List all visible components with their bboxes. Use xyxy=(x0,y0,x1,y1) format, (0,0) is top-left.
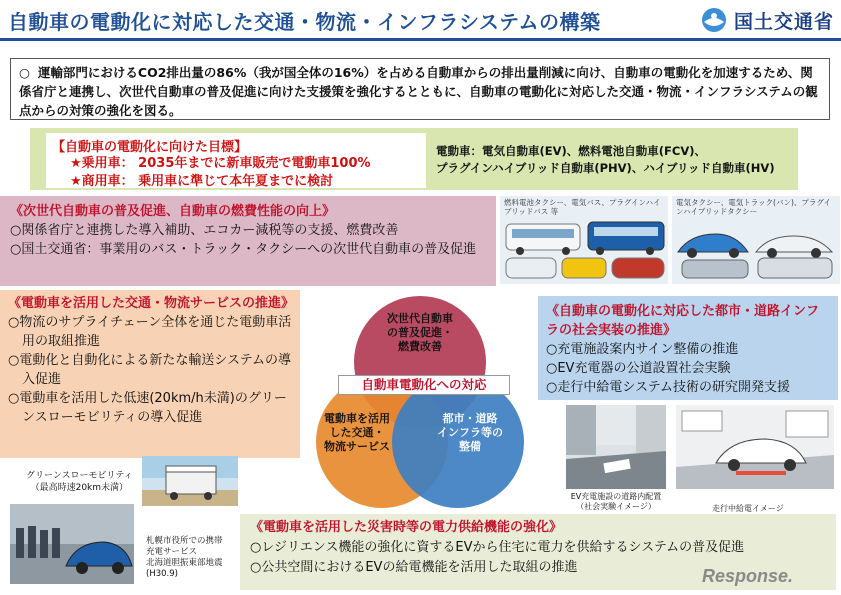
mlit-logo-icon xyxy=(700,6,728,34)
photo-fc-taxi-bus xyxy=(500,196,668,284)
target-box xyxy=(46,133,426,188)
ev-types-line2: プラグインハイブリッド自動車(PHV)、ハイブリッド自動車(HV) xyxy=(436,161,775,175)
venn-top-line1: 次世代自動車 xyxy=(387,312,453,325)
intro-bullet: ○ xyxy=(19,65,30,80)
venn-center-label: 自動車電動化への対応 xyxy=(338,375,510,395)
fcv-power-supply-icon xyxy=(10,504,134,584)
photo-a2-caption: 電気タクシー、電気トラック(バン)、プラグインハイブリッドタクシー xyxy=(676,198,832,216)
page-title: 自動車の電動化に対応した交通・物流・インフラシステムの構築 xyxy=(8,10,601,34)
intro-box xyxy=(10,58,830,120)
section-transport-logistics xyxy=(0,290,300,458)
section-next-gen-vehicles xyxy=(0,196,496,286)
venn-top-line2: の普及促進・ xyxy=(387,326,453,339)
green-mobility-caption-line1: グリーンスローモビリティ xyxy=(26,471,133,481)
street-charger-icon xyxy=(566,405,666,489)
venn-left-label xyxy=(312,412,402,454)
intro-text: 運輸部門におけるCO2排出量の86%（我が国全体の16%）を占める自動車からの排出量削減に向け、自動車の電動化を加速するため、関係省庁と連携し、次世代自動車の普及促進に向けた支援策を強化するとともに、自動車の電動化に対応した交通・物流・インフラシステムの観点からの対策の強化を図る。 xyxy=(19,65,818,118)
bus-vehicles-icon xyxy=(500,218,668,282)
ev-cars-icon xyxy=(672,218,840,282)
section-d-item: ○公共空間におけるEVの給電機能を活用した取組の推進 xyxy=(250,560,578,575)
section-b-title: 《電動車を活用した交通・物流サービスの推進》 xyxy=(8,296,295,311)
section-d-title: 《電動車を活用した災害時等の電力供給機能の強化》 xyxy=(250,520,563,535)
section-a-item: ○関係省庁と連携した導入補助、エコカー減税等の支援、燃費改善 xyxy=(10,223,399,238)
ministry-logo xyxy=(700,6,834,34)
photo-wireless-charging xyxy=(676,405,834,489)
section-urban-infrastructure xyxy=(538,296,838,400)
header-bar xyxy=(0,0,841,42)
golf-cart-icon xyxy=(142,456,238,506)
dynamic-charging-icon xyxy=(676,405,834,489)
ev-charger-caption-line2: （社会実験イメージ） xyxy=(576,502,656,511)
venn-top-line3: 燃費改善 xyxy=(398,340,442,353)
photo-a1-caption: 燃料電池タクシー、電気バス、プラグインハイブリッドバス 等 xyxy=(504,198,661,216)
ev-types-line1: 電動車：電気自動車(EV)、燃料電池自動車(FCV)、 xyxy=(436,144,706,158)
venn-left-line2: した交通・ xyxy=(329,426,385,439)
ev-charger-caption xyxy=(566,492,666,512)
section-c-item: ○EV充電器の公道設置社会実験 xyxy=(546,361,731,376)
sapporo-caption-line3: 北海道胆振東部地震 xyxy=(146,558,223,568)
target-passenger: ★乗用車： 2035年までに新車販売で電動車100% xyxy=(70,156,371,171)
venn-right-line3: 整備 xyxy=(459,440,481,453)
ev-charger-caption-line1: EV充電施設の道路内配置 xyxy=(570,492,662,501)
section-a-title: 《次世代自動車の普及促進、自動車の燃費性能の向上》 xyxy=(10,204,336,219)
section-b-item: ○物流のサプライチェーン全体を通じた電動車活用の取組推進 xyxy=(8,315,292,349)
green-mobility-caption-line2: （最高時速20km未満） xyxy=(30,483,129,493)
photo-ev-charger-road xyxy=(566,405,666,489)
sapporo-caption xyxy=(146,536,223,580)
sapporo-caption-line4: (H30.9) xyxy=(146,569,178,579)
sapporo-caption-line1: 札幌市役所での携帯 xyxy=(146,536,223,546)
venn-left-line1: 電動車を活用 xyxy=(324,412,390,425)
target-commercial: ★商用車： 乗用車に準じて本年夏までに検討 xyxy=(70,174,334,189)
sapporo-caption-line2: 充電サービス xyxy=(146,547,198,557)
section-a-item: ○国土交通省：事業用のバス・トラック・タクシーへの次世代自動車の普及促進 xyxy=(10,242,477,257)
wireless-charging-caption: 走行中給電イメージ xyxy=(712,504,784,513)
photo-sapporo-charging xyxy=(10,504,134,584)
response-watermark: Response. xyxy=(702,566,794,586)
section-c-item: ○充電施設案内サイン整備の推進 xyxy=(546,342,739,357)
venn-left-line3: 物流サービス xyxy=(324,440,390,453)
venn-top-label xyxy=(372,312,468,354)
header-rule xyxy=(0,38,841,41)
section-c-title: 《自動車の電動化に対応した都市・道路インフラの社会実装の推進》 xyxy=(546,304,820,338)
photo-e-taxi-truck xyxy=(672,196,840,284)
section-d-item: ○レジリエンス機能の強化に資するEVから住宅に電力を供給するシステムの普及促進 xyxy=(250,540,745,555)
ministry-name: 国土交通省 xyxy=(734,10,835,33)
venn-right-label xyxy=(426,412,514,454)
target-title: 【自動車の電動化に向けた目標】 xyxy=(52,140,248,155)
section-b-item: ○電動車を活用した低速(20km/h未満)のグリーンスローモビリティの導入促進 xyxy=(8,391,287,425)
section-b-item: ○電動化と自動化による新たな輸送システムの導入促進 xyxy=(8,353,292,387)
ev-types xyxy=(436,143,775,177)
venn-right-line1: 都市・道路 xyxy=(442,412,498,425)
photo-green-slow-mobility xyxy=(142,456,238,506)
green-mobility-caption xyxy=(26,470,133,494)
venn-right-line2: インフラ等の xyxy=(437,426,503,439)
section-c-item: ○走行中給電システム技術の研究開発支援 xyxy=(546,380,791,395)
